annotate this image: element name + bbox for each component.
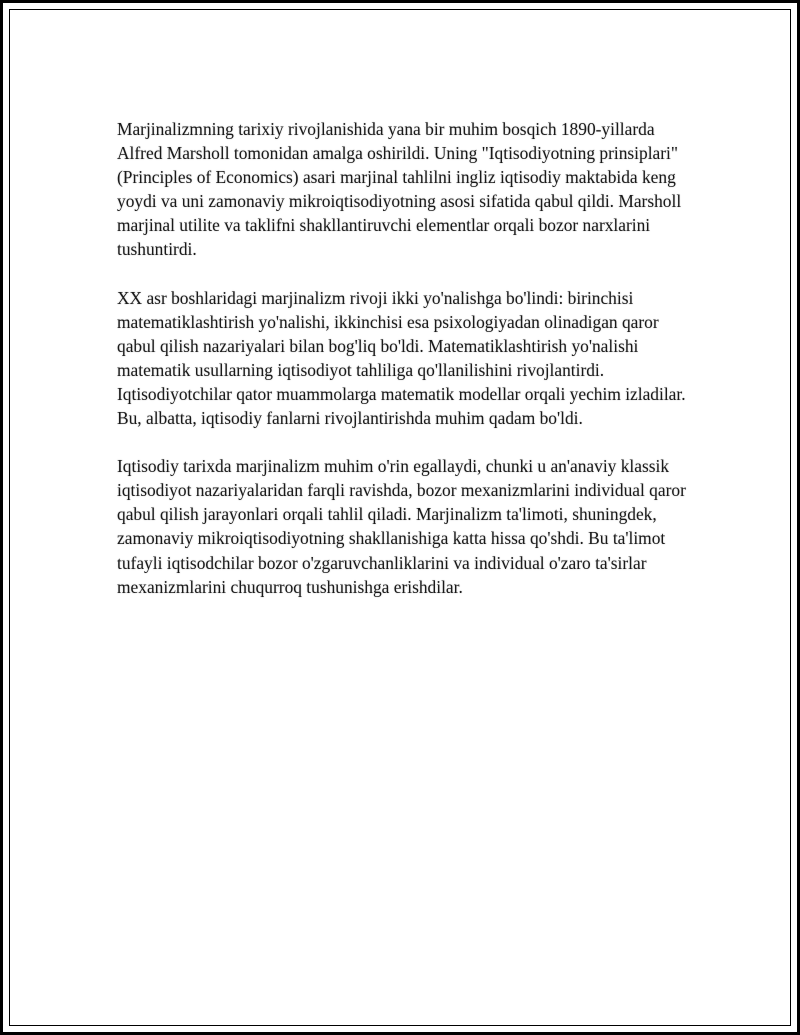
document-body bbox=[117, 117, 697, 623]
paragraph-3: Iqtisodiy tarixda marjinalizm muhim o'rin egallaydi, chunki u an'anaviy klassik iqtisodiyot nazariyalaridan farqli ravishda, bozor mexanizmlarini individual qaror qabul qilish jarayonlari orqali tahlil qiladi. Marjinalizm ta'limoti, shuningdek, zamonaviy mikroiqtisodiyotning shakllanishiga katta hissa qo'shdi. Bu ta'limot tufayli iqtisodchilar bozor o'zgaruvchanliklarini va individual o'zaro ta'sirlar mexanizmlarini chuqurroq tushunishga erishdilar. bbox=[117, 456, 686, 597]
paragraph-1: Marjinalizmning tarixiy rivojlanishida yana bir muhim bosqich 1890-yillarda Alfred Marsholl tomonidan amalga oshirildi. Uning "Iqtisodiyotning prinsiplari" (Principles of Economics) asari marjinal tahlilni ingliz iqtisodiy maktabida keng yoydi va uni zamonaviy mikroiqtisodiyotning asosi sifatida qabul qildi. Marsholl marjinal utilite va taklifni shakllantiruvchi elementlar orqali bozor narxlarini tushuntirdi. bbox=[117, 119, 682, 260]
paragraph-2: XX asr boshlaridagi marjinalizm rivoji ikki yo'nalishga bo'lindi: birinchisi matematiklashtirish yo'nalishi, ikkinchisi esa psixologiyadan olinadigan qaror qabul qilish nazariyalari bilan bog'liq bo'ldi. Matematiklashtirish yo'nalishi matematik usullarning iqtisodiyot tahliliga qo'llanilishini rivojlantirdi. Iqtisodiyotchilar qator muammolarga matematik modellar orqali yechim izladilar. Bu, albatta, iqtisodiy fanlarni rivojlantirishda muhim qadam bo'ldi. bbox=[117, 287, 686, 429]
